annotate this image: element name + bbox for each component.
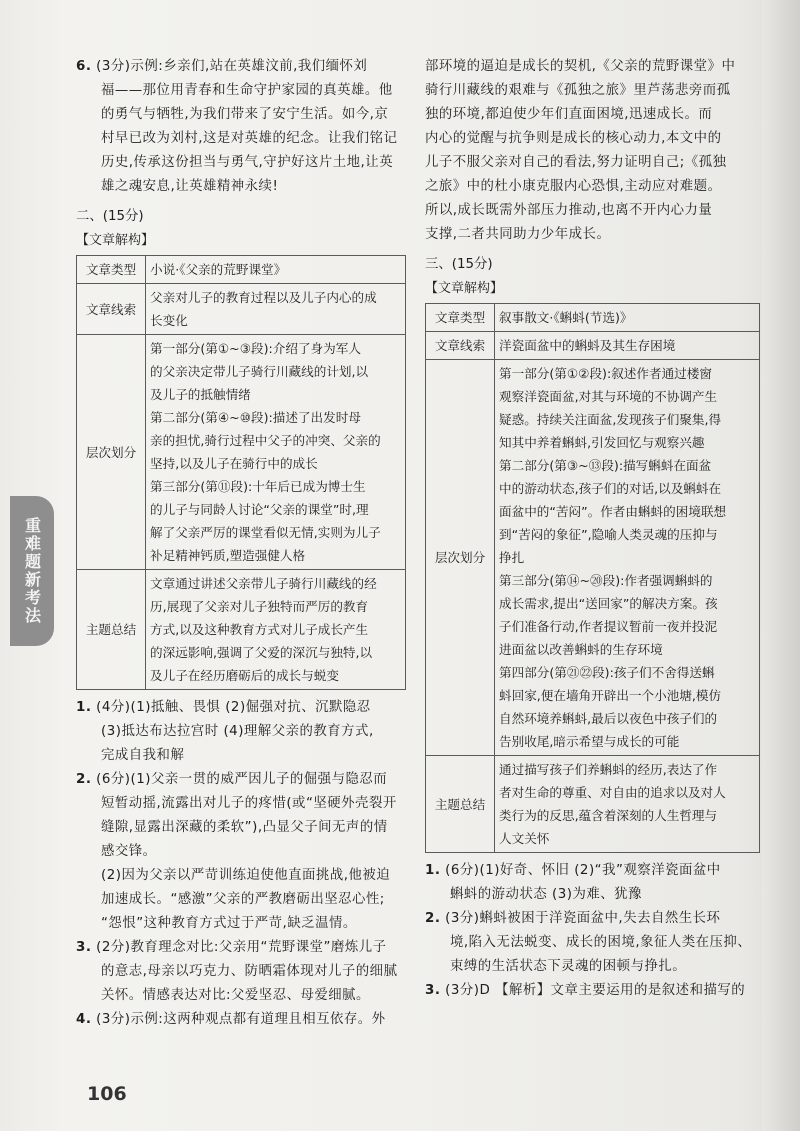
answer-line: (3)抵达布达拉宫时 (4)理解父亲的教育方式, bbox=[101, 724, 374, 739]
answer-line: 的意志,母亲以巧克力、防晒霜体现对儿子的细腻 bbox=[101, 964, 398, 979]
row-value bbox=[146, 284, 406, 335]
answer-number: 1. bbox=[425, 863, 441, 878]
answer-number: 2. bbox=[76, 772, 92, 787]
answer-line bbox=[76, 1008, 406, 1032]
cell-line: 的儿子与同龄人讨论“父亲的课堂”时,理 bbox=[150, 502, 369, 517]
answer-line: 完成自我和解 bbox=[101, 748, 185, 763]
cell-line: 的深远影响,强调了父爱的深沉与独特,以 bbox=[150, 645, 373, 660]
answer-line: 村早已改为刘村,这是对英雄的纪念。让我们铭记 bbox=[101, 131, 398, 146]
analysis-label: 【文章解构】 bbox=[425, 281, 504, 296]
cell-line: 进面盆以改善蝌蚪的生存环境 bbox=[499, 642, 663, 657]
cell-line: 洋瓷面盆中的蝌蚪及其生存困境 bbox=[499, 338, 676, 353]
cell-line: 第一部分(第①②段):叙述作者通过楼窗 bbox=[499, 366, 712, 381]
answer-line: 所以,成长既需外部压力推动,也离不开内心力量 bbox=[425, 203, 713, 218]
answer-line: 儿子不服父亲对自己的看法,努力证明自己;《孤独 bbox=[425, 155, 727, 170]
cell-line: 及儿子在经历磨砺后的成长与蜕变 bbox=[150, 668, 339, 683]
answer-6 bbox=[76, 55, 406, 199]
cell-line: 面盆中的“苦闷”。作者由蝌蚪的困境联想 bbox=[499, 504, 727, 519]
cell-line: 成长需求,提出“送回家”的解决方案。孩 bbox=[499, 596, 718, 611]
answer-number: 2. bbox=[425, 911, 441, 926]
answer-line bbox=[76, 696, 406, 720]
cell-line: 第二部分(第④~⑩段):描述了出发时母 bbox=[150, 410, 361, 425]
row-key: 文章线索 bbox=[426, 332, 495, 360]
left-column bbox=[76, 55, 406, 1032]
cell-line: 第一部分(第①~③段):介绍了身为军人 bbox=[150, 341, 361, 356]
answer-item bbox=[425, 859, 760, 907]
cell-line: 父亲对儿子的教育过程以及儿子内心的成 bbox=[150, 290, 377, 305]
cell-line: 第二部分(第③~⑬段):描写蝌蚪在面盆 bbox=[499, 458, 712, 473]
answer-number: 4. bbox=[76, 1012, 92, 1027]
table-row bbox=[77, 335, 406, 570]
row-value bbox=[495, 360, 760, 756]
table-row bbox=[77, 570, 406, 690]
cell-line: 的父亲决定带儿子骑行川藏线的计划,以 bbox=[150, 364, 369, 379]
cell-line: 解了父亲严厉的课堂看似无情,实则为儿子 bbox=[150, 525, 381, 540]
answer-text: (6分)(1)好奇、怀旧 (2)“我”观察洋瓷面盆中 bbox=[445, 863, 721, 878]
cell-line: 告别收尾,暗示希望与成长的可能 bbox=[499, 734, 680, 749]
answer-line: 感交锋。 bbox=[101, 844, 157, 859]
cell-line: 坚持,以及儿子在骑行中的成长 bbox=[150, 456, 318, 471]
cell-line: 及儿子的抵触情绪 bbox=[150, 387, 251, 402]
answer-item bbox=[425, 907, 760, 979]
answer-line: (3分)示例:乡亲们,站在英雄汶前,我们缅怀刘 bbox=[96, 59, 368, 74]
row-key: 主题总结 bbox=[77, 570, 146, 690]
answer-line bbox=[425, 979, 760, 1003]
answer-text: (3分)蝌蚪被困于洋瓷面盆中,失去自然生长环 bbox=[445, 911, 721, 926]
answer-number: 6. bbox=[76, 59, 92, 74]
analysis-table-left bbox=[76, 255, 406, 690]
book-spine-shadow bbox=[762, 0, 800, 1131]
cell-line: 子们准备行动,作者提议暂前一夜并投泥 bbox=[499, 619, 718, 634]
cell-line: 疑惑。持续关注面盆,发现孩子们聚集,得 bbox=[499, 412, 722, 427]
answer-line: 骑行川藏线的艰难与《孤独之旅》里芦荡悲旁而孤 bbox=[425, 83, 731, 98]
answer-line: 历史,传承这份担当与勇气,守护好这片土地,让英 bbox=[101, 155, 394, 170]
row-key: 文章类型 bbox=[77, 256, 146, 284]
cell-line: 文章通过讲述父亲带儿子骑行川藏线的经 bbox=[150, 576, 377, 591]
row-key: 主题总结 bbox=[426, 756, 495, 853]
side-tab: 重难题新考法 bbox=[10, 496, 54, 646]
answer-text: (4分)(1)抵触、畏惧 (2)倔强对抗、沉默隐忍 bbox=[96, 700, 371, 715]
cell-line: 蚪回家,便在墙角开辟出一个小池塘,模仿 bbox=[499, 688, 722, 703]
table-row bbox=[77, 256, 406, 284]
answers-left bbox=[76, 696, 406, 1032]
answer-text: (6分)(1)父亲一贯的威严因儿子的倔强与隐忍而 bbox=[96, 772, 388, 787]
section-title: 三、(15分) bbox=[425, 257, 493, 272]
answer-line: 独的环境,都迫使少年们直面困境,迅速成长。而 bbox=[425, 107, 713, 122]
answer-line: 缝隙,显露出深藏的柔软”),凸显父子间无声的情 bbox=[101, 820, 388, 835]
row-key: 文章线索 bbox=[77, 284, 146, 335]
answer-item bbox=[425, 979, 760, 1003]
answer-line: 加速成长。“感激”父亲的严教磨砺出坚忍心性; bbox=[101, 892, 385, 907]
row-value bbox=[146, 335, 406, 570]
answer-number: 1. bbox=[76, 700, 92, 715]
cell-line: 小说·《父亲的荒野课堂》 bbox=[150, 262, 287, 277]
analysis-table-right bbox=[425, 303, 760, 853]
table-row bbox=[426, 332, 760, 360]
row-value bbox=[495, 332, 760, 360]
cell-line: 叙事散文·《蝌蚪(节选)》 bbox=[499, 310, 633, 325]
answer-line bbox=[425, 859, 760, 883]
answer-item bbox=[76, 936, 406, 1008]
answer-line: 的勇气与牺牲,为我们带来了安宁生活。如今,京 bbox=[101, 107, 389, 122]
cell-line: 者对生命的尊重、对自由的追求以及对人 bbox=[499, 785, 726, 800]
answer-number: 3. bbox=[76, 940, 92, 955]
answer-line: 支撑,二者共同助力少年成长。 bbox=[425, 227, 611, 242]
answer-line bbox=[76, 768, 406, 792]
answer-line: 内心的觉醒与抗争则是成长的核心动力,本文中的 bbox=[425, 131, 722, 146]
cell-line: 第三部分(第⑭~⑳段):作者强调蝌蚪的 bbox=[499, 573, 713, 588]
answer-number: 3. bbox=[425, 983, 441, 998]
cell-line: 长变化 bbox=[150, 313, 188, 328]
cell-line: 知其中养着蝌蚪,引发回忆与观察兴趣 bbox=[499, 435, 705, 450]
answer-line: 之旅》中的杜小康克服内心恐惧,主动应对难题。 bbox=[425, 179, 722, 194]
answer-line bbox=[425, 907, 760, 931]
answer-text: (3分)D 【解析】文章主要运用的是叙述和描写的 bbox=[445, 983, 746, 998]
row-value bbox=[146, 256, 406, 284]
cell-line: 补足精神钙质,塑造强健人格 bbox=[150, 548, 306, 563]
cell-line: 历,展现了父亲对儿子独特而严厉的教育 bbox=[150, 599, 369, 614]
row-key: 层次划分 bbox=[77, 335, 146, 570]
cell-line: 方式,以及这种教育方式对儿子成长产生 bbox=[150, 622, 369, 637]
row-key: 层次划分 bbox=[426, 360, 495, 756]
section-title: 二、(15分) bbox=[76, 209, 144, 224]
analysis-label: 【文章解构】 bbox=[76, 233, 155, 248]
table-row bbox=[426, 756, 760, 853]
answer-line bbox=[76, 936, 406, 960]
answer-line: 雄之魂安息,让英雄精神永续! bbox=[101, 179, 279, 194]
cell-line: 通过描写孩子们养蝌蚪的经历,表达了作 bbox=[499, 762, 718, 777]
table-row bbox=[77, 284, 406, 335]
cell-line: 第三部分(第⑪段):十年后已成为博士生 bbox=[150, 479, 366, 494]
cell-line: 亲的担忧,骑行过程中父子的冲突、父亲的 bbox=[150, 433, 381, 448]
answer-item bbox=[76, 1008, 406, 1032]
answer-line: 关怀。情感表达对比:父爱坚忍、母爱细腻。 bbox=[101, 988, 370, 1003]
right-column bbox=[425, 55, 760, 1003]
cell-line: 第四部分(第㉑㉒段):孩子们不舍得送蝌 bbox=[499, 665, 715, 680]
cell-line: 类行为的反思,蕴含着深刻的人生哲理与 bbox=[499, 808, 718, 823]
cell-line: 自然环境养蝌蚪,最后以夜色中孩子们的 bbox=[499, 711, 718, 726]
cell-line: 中的游动状态,孩子们的对话,以及蝌蚪在 bbox=[499, 481, 722, 496]
cell-line: 到“苦闷的象征”,隐喻人类灵魂的压抑与 bbox=[499, 527, 718, 542]
answer-line: 福——那位用青春和生命守护家园的真英雄。他 bbox=[101, 83, 393, 98]
row-value bbox=[146, 570, 406, 690]
table-row bbox=[426, 304, 760, 332]
cell-line: 挣扎 bbox=[499, 550, 525, 565]
answer-line: “怨恨”这种教育方式过于严苛,缺乏温情。 bbox=[101, 916, 357, 931]
cell-line: 观察洋瓷面盆,对其与环境的不协调产生 bbox=[499, 389, 718, 404]
answer-line: (2)因为父亲以严苛训练迫使他直面挑战,他被迫 bbox=[101, 868, 391, 883]
row-value bbox=[495, 756, 760, 853]
table-row bbox=[426, 360, 760, 756]
row-value bbox=[495, 304, 760, 332]
answer-line: 短暂动摇,流露出对儿子的疼惜(或“坚硬外壳裂开 bbox=[101, 796, 397, 811]
answer-line: 束缚的生活状态下灵魂的困顿与挣扎。 bbox=[450, 959, 687, 974]
answer-item bbox=[76, 696, 406, 768]
page-number: 106 bbox=[87, 1083, 127, 1105]
answer-item bbox=[76, 768, 406, 936]
answer-line: 境,陷入无法蜕变、成长的困境,象征人类在压抑、 bbox=[450, 935, 752, 950]
answer-line: 部环境的逼迫是成长的契机,《父亲的荒野课堂》中 bbox=[425, 59, 736, 74]
answers-right bbox=[425, 859, 760, 1003]
answer-line: 蝌蚪的游动状态 (3)为难、犹豫 bbox=[450, 887, 642, 902]
answer-text: (3分)示例:这两种观点都有道理且相互依存。外 bbox=[96, 1012, 386, 1027]
row-key: 文章类型 bbox=[426, 304, 495, 332]
answer-text: (2分)教育理念对比:父亲用“荒野课堂”磨炼儿子 bbox=[96, 940, 387, 955]
cell-line: 人文关怀 bbox=[499, 831, 550, 846]
answer-4-continuation bbox=[425, 55, 760, 247]
